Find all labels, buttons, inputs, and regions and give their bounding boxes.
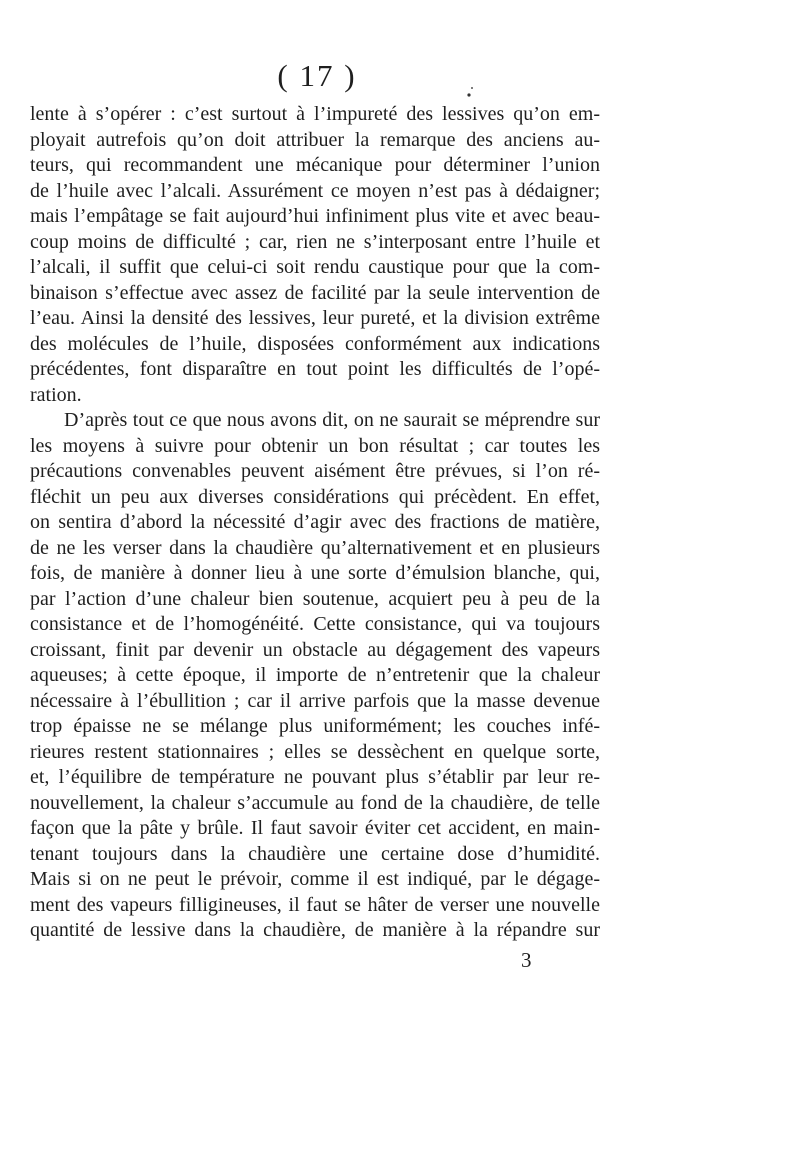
page-number: ( 17 ) — [277, 58, 357, 93]
text-line: lente à s’opérer : c’est surtout à l’impureté des lessives qu’on em- — [30, 103, 600, 125]
text-line: l’eau. Ainsi la densité des lessives, leur pureté, et la division extrême — [30, 307, 600, 329]
text-line: et, l’équilibre de température ne pouvant plus s’établir par leur re- — [30, 766, 600, 788]
text-line: tenant toujours dans la chaudière une certaine dose d’humidité. — [30, 842, 600, 865]
text-line: des molécules de l’huile, disposées conformément aux indications — [30, 332, 600, 355]
text-line: nouvellement, la chaleur s’accumule au fond de la chaudière, de telle — [30, 791, 600, 814]
text-line: ment des vapeurs filligineuses, il faut se hâter de verser une nouvelle — [30, 893, 600, 916]
text-line: précautions convenables peuvent aisément être prévues, si l’on ré- — [30, 460, 600, 482]
text-line: Mais si on ne peut le prévoir, comme il est indiqué, par le dégage- — [30, 868, 600, 890]
text-line: teurs, qui recommandent une mécanique pour déterminer l’union — [30, 154, 600, 176]
text-line: nécessaire à l’ébullition ; car il arrive parfois que la masse devenue — [30, 689, 600, 712]
text-line: aqueuses; à cette époque, il importe de n’entretenir que la chaleur — [30, 664, 600, 686]
text-line: binaison s’effectue avec assez de facilité par la seule intervention de — [30, 281, 600, 304]
text-line: les moyens à suivre pour obtenir un bon résultat ; car toutes les — [30, 434, 600, 457]
text-line: ration. — [30, 383, 82, 406]
text-line: trop épaisse ne se mélange plus uniformément; les couches infé- — [30, 715, 600, 737]
text-line: D’après tout ce que nous avons dit, on ne saurait se méprendre sur — [64, 409, 600, 431]
text-line: par l’action d’une chaleur bien soutenue, acquiert peu à peu de la — [30, 587, 600, 610]
text-line: précédentes, font disparaître en tout point les difficultés de l’opé- — [30, 358, 600, 380]
text-line: quantité de lessive dans la chaudière, de manière à la répandre sur — [30, 919, 600, 941]
text-line: fois, de manière à donner lieu à une sorte d’émulsion blanche, qui, — [30, 562, 600, 584]
signature-mark: 3 — [521, 948, 532, 972]
text-line: coup moins de difficulté ; car, rien ne s’interposant entre l’huile et — [30, 230, 600, 253]
text-line: on sentira d’abord la nécessité d’agir avec des fractions de matière, — [30, 511, 600, 533]
text-line: l’alcali, il suffit que celui-ci soit rendu caustique pour que la com- — [30, 256, 600, 278]
text-line: croissant, finit par devenir un obstacle au dégagement des vapeurs — [30, 638, 600, 661]
text-line: de l’huile avec l’alcali. Assurément ce moyen n’est pas à dédaigner; — [30, 179, 600, 202]
text-line: fléchit un peu aux diverses considérations qui précèdent. En effet, — [30, 485, 600, 508]
body-text — [30, 102, 600, 944]
text-line: consistance et de l’homogénéité. Cette consistance, qui va toujours — [30, 613, 600, 635]
text-line: façon que la pâte y brûle. Il faut savoir éviter cet accident, en main- — [30, 817, 600, 839]
text-line: de ne les verser dans la chaudière qu’alternativement et en plusieurs — [30, 536, 600, 559]
text-line: rieures restent stationnaires ; elles se dessèchent en quelque sorte, — [30, 740, 600, 763]
text-line: ployait autrefois qu’on doit attribuer la remarque des anciens au- — [30, 128, 600, 151]
text-line: mais l’empâtage se fait aujourd’hui infiniment plus vite et avec beau- — [30, 205, 600, 227]
